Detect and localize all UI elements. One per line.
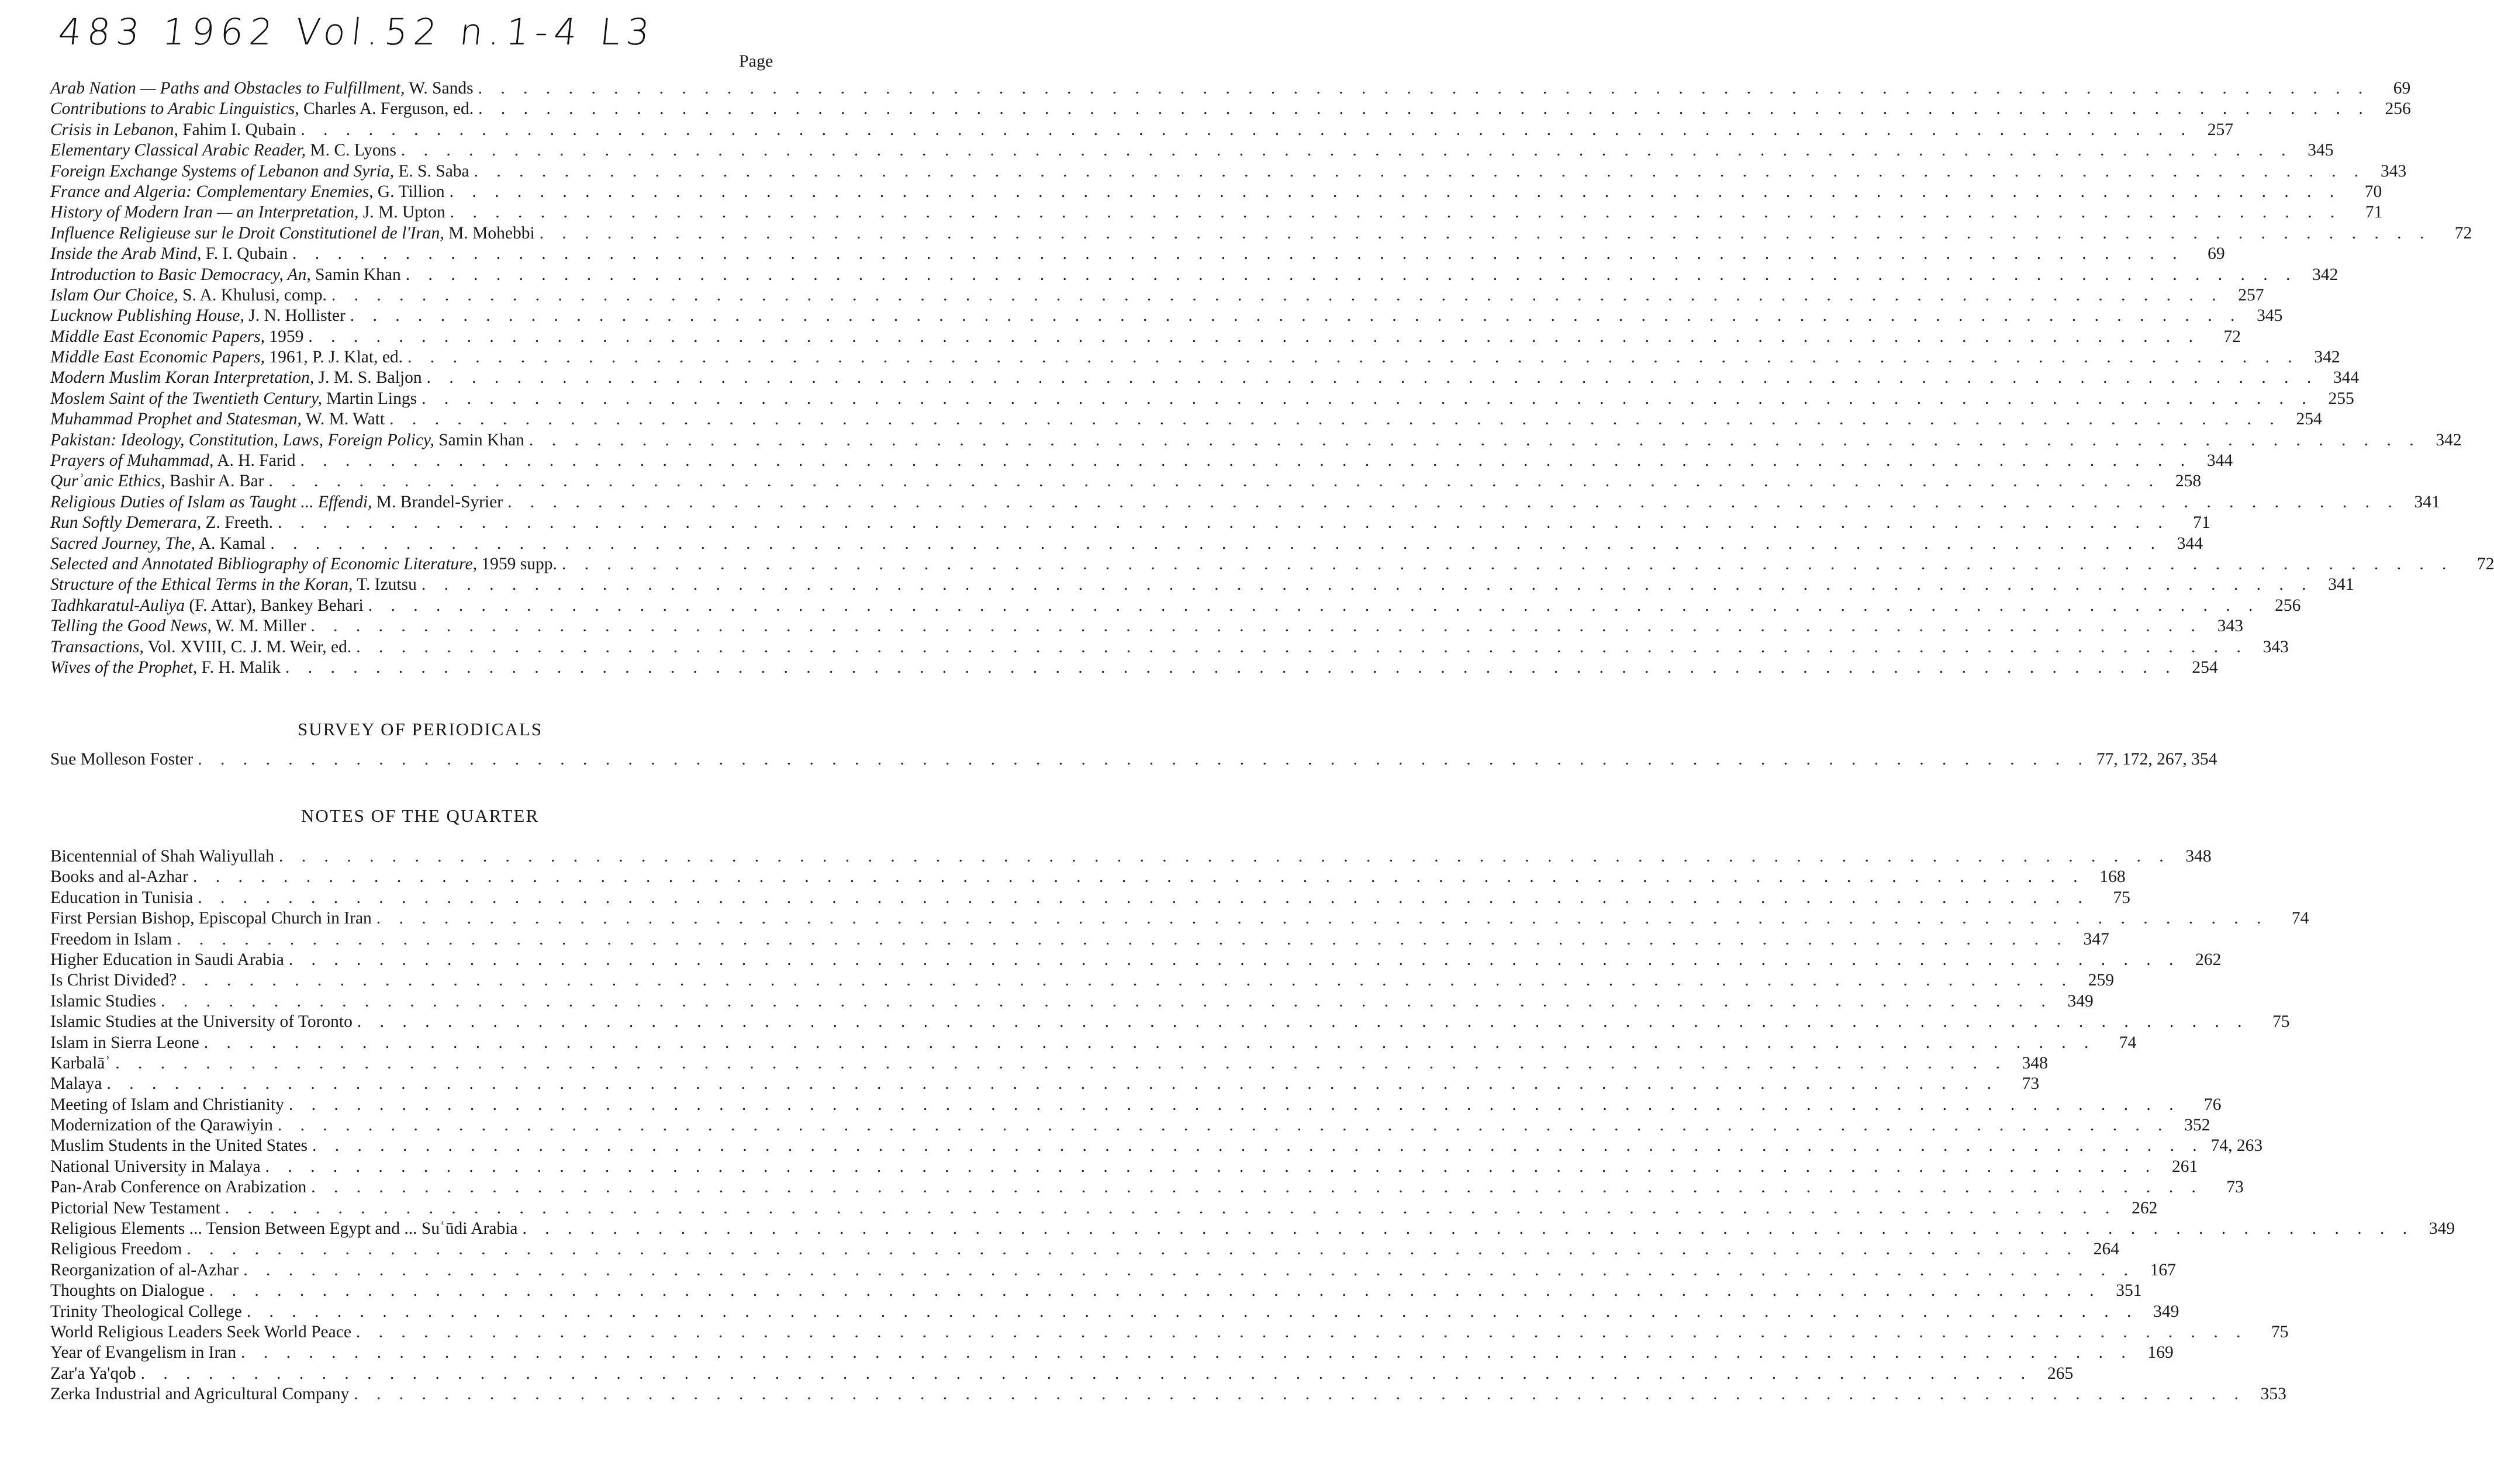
page-number: 72: [2454, 223, 2472, 243]
entry-text: World Religious Leaders Seek World Peace: [50, 1322, 351, 1341]
leader-dots: [351, 637, 2248, 658]
section-title-notes: NOTES OF THE QUARTER: [301, 805, 539, 826]
list-item: [50, 389, 2354, 409]
book-author: Charles A. Ferguson, ed.: [303, 99, 474, 119]
page-number: 72: [2476, 554, 2494, 573]
entry-text: Zerka Industrial and Agricultural Company: [50, 1385, 350, 1404]
page-number: 351: [2116, 1281, 2142, 1300]
leader-dots: [306, 616, 2202, 637]
leader-dots: [110, 1053, 2007, 1074]
page-number: 344: [2333, 368, 2360, 388]
book-title: Tadhkaratul-Auliya: [50, 596, 185, 615]
leader-dots: [156, 991, 2053, 1012]
list-item: [50, 1322, 2289, 1343]
list-item: [50, 867, 2126, 887]
page-number: 75: [2272, 1012, 2290, 1032]
page-number: 73: [2022, 1074, 2040, 1094]
book-author: J. M. S. Baljon: [318, 368, 422, 388]
leader-dots: [308, 1136, 2204, 1156]
page-number: 257: [2238, 285, 2264, 305]
book-title: Qurʾanic Ethics,: [50, 472, 165, 491]
book-title: France and Algeria: Complementary Enemies,: [50, 182, 374, 201]
leader-dots: [469, 161, 2366, 182]
page-number: 343: [2262, 637, 2289, 656]
list-item: [50, 1012, 2290, 1032]
book-title: Muhammad Prophet and Statesman,: [50, 410, 302, 429]
book-author: Vol. XVIII, C. J. M. Weir, ed.: [147, 637, 352, 656]
list-item: [50, 1115, 2210, 1136]
book-author: M. Mohebbi: [448, 223, 535, 243]
list-item: [50, 347, 2340, 368]
page-number: 349: [2429, 1219, 2455, 1239]
page-number: 344: [2177, 534, 2203, 553]
book-title: Structure of the Ethical Terms in the Koran,: [50, 575, 353, 594]
book-title: Modern Muslim Koran Interpretation,: [50, 368, 315, 388]
book-author: 1961, P. J. Klat, ed.: [269, 348, 403, 367]
page-number: 341: [2328, 575, 2354, 594]
list-item: [50, 513, 2210, 533]
book-author: Bashir A. Bar: [170, 472, 264, 491]
page-number: 348: [2185, 847, 2212, 866]
list-item: [50, 575, 2354, 595]
list-item: [50, 265, 2338, 285]
list-item: [50, 1364, 2074, 1384]
list-item: [50, 658, 2218, 678]
leader-dots: [236, 1343, 2133, 1363]
list-item: [50, 99, 2411, 119]
entry-text: Religious Freedom: [50, 1240, 182, 1259]
list-item: [50, 616, 2243, 637]
leader-dots: [199, 1033, 2096, 1053]
leader-dots: [535, 223, 2431, 244]
list-item: [50, 991, 2094, 1012]
book-title: Telling the Good News,: [50, 617, 212, 636]
survey-list: [50, 749, 2217, 770]
leader-dots: [474, 99, 2370, 119]
list-item: [50, 1033, 2137, 1053]
leader-dots: [422, 368, 2319, 388]
book-title: Foreign Exchange Systems of Lebanon and Syria,: [50, 161, 394, 181]
page-number: 349: [2067, 991, 2094, 1011]
book-title: Wives of the Prophet,: [50, 658, 198, 677]
leader-dots: [193, 749, 2089, 770]
page-number: 341: [2414, 492, 2440, 511]
page-number: 71: [2365, 203, 2383, 222]
page-number: 345: [2308, 141, 2334, 160]
page-number: 74: [2291, 909, 2309, 928]
leader-dots: [205, 1281, 2101, 1301]
page-number: 348: [2022, 1053, 2048, 1073]
page-number: 76: [2203, 1095, 2222, 1114]
book-title: Islam Our Choice,: [50, 285, 178, 305]
book-title: Inside the Arab Mind,: [50, 244, 202, 264]
page-number: 257: [2207, 120, 2234, 139]
handwritten-call-number: 483 1962 Vol.52 n.1-4 L3: [56, 11, 658, 53]
book-title: Transactions,: [50, 637, 144, 656]
list-item: [50, 451, 2233, 471]
list-item: [50, 182, 2382, 202]
leader-dots: [296, 120, 2192, 140]
entry-text: Karbalāʾ: [50, 1053, 111, 1073]
entry-text: First Persian Bishop, Episcopal Church in Iran: [50, 909, 372, 928]
leader-dots: [403, 347, 2299, 368]
list-item: [50, 846, 2212, 867]
page-number: 347: [2083, 929, 2109, 949]
book-author: G. Tillion: [377, 182, 445, 201]
page-number: 256: [2385, 99, 2411, 119]
page-number: 74: [2119, 1033, 2137, 1052]
page-number: 343: [2217, 617, 2243, 636]
page-number: 254: [2192, 658, 2218, 677]
entry-text: Pan-Arab Conference on Arabization: [50, 1178, 307, 1197]
leader-dots: [182, 1239, 2078, 1260]
entry-text: Education in Tunisia: [50, 888, 194, 907]
list-item: [50, 1157, 2198, 1177]
leader-dots: [188, 867, 2085, 887]
leader-dots: [296, 451, 2192, 471]
leader-dots: [396, 140, 2293, 161]
page-number: 69: [2393, 79, 2411, 98]
page-number: 74, 263: [2210, 1136, 2263, 1156]
book-author: Samin Khan: [315, 265, 401, 284]
entry-text: Is Christ Divided?: [50, 971, 177, 990]
list-item: [50, 285, 2264, 306]
list-item: [50, 430, 2462, 451]
list-item: [50, 471, 2202, 492]
book-author: A. Kamal: [198, 534, 266, 553]
book-author: (F. Attar), Bankey Behari: [189, 596, 364, 615]
list-item: [50, 327, 2241, 347]
book-title: History of Modern Iran — an Interpretation,: [50, 203, 359, 222]
list-item: [50, 202, 2383, 223]
book-title: Prayers of Muhammad,: [50, 451, 214, 471]
page-number: 75: [2271, 1322, 2289, 1341]
leader-dots: [417, 389, 2313, 409]
leader-dots: [503, 492, 2399, 513]
page-number: 75: [2113, 888, 2130, 907]
leader-dots: [239, 1260, 2135, 1281]
entry-text: Books and al-Azhar: [50, 867, 188, 887]
list-item: [50, 554, 2494, 575]
book-author: 1959 supp.: [481, 554, 557, 573]
leader-dots: [346, 306, 2242, 326]
list-item: [50, 1136, 2263, 1156]
page-number: 70: [2364, 182, 2382, 201]
list-item: [50, 161, 2407, 182]
list-item: [50, 120, 2234, 140]
leader-dots: [284, 950, 2181, 970]
page-number: 259: [2088, 971, 2114, 990]
book-review-list: [50, 78, 2494, 678]
list-item: [50, 888, 2130, 908]
leader-dots: [220, 1198, 2117, 1219]
list-item: [50, 929, 2109, 950]
page-number: 255: [2328, 389, 2354, 408]
list-item: [50, 970, 2114, 991]
leader-dots: [351, 1322, 2248, 1343]
book-title: Elementary Classical Arabic Reader,: [50, 141, 306, 160]
list-item: [50, 1239, 2119, 1260]
leader-dots: [177, 970, 2073, 991]
page-number: 72: [2223, 327, 2241, 346]
page-number: 77, 172, 267, 354: [2096, 750, 2217, 769]
entry-text: Bicentennial of Shah Waliyullah: [50, 847, 274, 866]
leader-dots: [193, 888, 2089, 908]
page-number: 265: [2047, 1364, 2074, 1383]
entry-text: Modernization of the Qarawiyin: [50, 1116, 273, 1135]
list-item: [50, 1177, 2244, 1198]
book-title: Contributions to Arabic Linguistics,: [50, 99, 299, 119]
book-author: T. Izutsu: [357, 575, 417, 594]
page-number: 345: [2257, 306, 2283, 326]
leader-dots: [327, 285, 2223, 306]
leader-dots: [474, 78, 2370, 99]
page-number: 343: [2381, 161, 2407, 181]
leader-dots: [284, 1095, 2181, 1115]
list-item: [50, 1053, 2048, 1074]
leader-dots: [273, 513, 2170, 533]
page-number: 169: [2147, 1343, 2174, 1362]
list-item: [50, 1219, 2455, 1239]
leader-dots: [306, 1177, 2203, 1198]
book-title: Middle East Economic Papers,: [50, 348, 265, 367]
entry-text: Year of Evangelism in Iran: [50, 1343, 237, 1362]
entry-text: Freedom in Islam: [50, 929, 172, 949]
book-title: Introduction to Basic Democracy, An,: [50, 265, 311, 284]
book-title: Crisis in Lebanon,: [50, 120, 178, 139]
page-number: 342: [2436, 430, 2462, 449]
list-item: [50, 1198, 2158, 1219]
book-author: 1959: [269, 327, 304, 346]
book-title: Moslem Saint of the Twentieth Century,: [50, 389, 322, 408]
book-author: Z. Freeth.: [205, 513, 273, 532]
book-author: Martin Lings: [326, 389, 417, 408]
book-title: Arab Nation — Paths and Obstacles to Fulfillment,: [50, 79, 405, 98]
entry-text: Malaya: [50, 1074, 102, 1094]
list-item: [50, 908, 2309, 929]
leader-dots: [557, 554, 2454, 575]
book-author: W. Sands: [409, 79, 474, 98]
leader-dots: [372, 908, 2268, 929]
notes-list: [50, 846, 2455, 1405]
book-title: Influence Religieuse sur le Droit Constitutionel de l'Iran,: [50, 223, 444, 243]
entry-text: Trinity Theological College: [50, 1302, 242, 1321]
page-number: 352: [2184, 1116, 2210, 1135]
list-item: [50, 306, 2283, 326]
leader-dots: [445, 202, 2342, 223]
list-item: [50, 1384, 2286, 1405]
book-author: F. H. Malik: [201, 658, 281, 677]
list-item: [50, 1074, 2040, 1094]
leader-dots: [364, 596, 2260, 616]
leader-dots: [303, 327, 2200, 347]
leader-dots: [281, 658, 2177, 678]
leader-dots: [353, 1012, 2249, 1032]
list-item: [50, 223, 2472, 244]
book-title: Religious Duties of Islam as Taught ... Effendi,: [50, 492, 372, 511]
list-item: [50, 637, 2289, 658]
entry-text: Islam in Sierra Leone: [50, 1033, 199, 1052]
list-item: [50, 1302, 2179, 1322]
leader-dots: [274, 846, 2171, 867]
page-number: 254: [2296, 410, 2322, 429]
list-item: [50, 534, 2203, 554]
page-number: 258: [2175, 472, 2202, 491]
book-author: E. S. Saba: [398, 161, 469, 181]
leader-dots: [401, 265, 2298, 285]
list-item: [50, 1260, 2176, 1281]
leader-dots: [273, 1115, 2170, 1136]
leader-dots: [349, 1384, 2246, 1405]
book-author: S. A. Khulusi, comp.: [182, 285, 327, 305]
page-number: 262: [2195, 950, 2222, 969]
leader-dots: [172, 929, 2068, 950]
leader-dots: [288, 244, 2184, 264]
leader-dots: [417, 575, 2313, 595]
entry-text: Islamic Studies at the University of Toronto: [50, 1012, 353, 1032]
leader-dots: [136, 1364, 2033, 1384]
leader-dots: [261, 1157, 2157, 1177]
book-author: J. N. Hollister: [248, 306, 346, 326]
list-item: [50, 140, 2334, 161]
entry-text: National University in Malaya: [50, 1157, 261, 1176]
leader-dots: [102, 1074, 1998, 1094]
page-number: 353: [2260, 1385, 2286, 1404]
book-author: Samin Khan: [438, 430, 524, 449]
list-item: [50, 1343, 2174, 1363]
page-number: 342: [2314, 348, 2340, 367]
book-title: Lucknow Publishing House,: [50, 306, 244, 326]
page-number: 264: [2093, 1240, 2119, 1259]
entry-text: Religious Elements ... Tension Between Egypt and ... Suʿūdi Arabia: [50, 1219, 518, 1239]
book-author: Fahim I. Qubain: [182, 120, 296, 139]
entry-text: Thoughts on Dialogue: [50, 1281, 205, 1300]
entry-text: Reorganization of al-Azhar: [50, 1260, 239, 1279]
page-number: 168: [2099, 867, 2126, 887]
page-number: 167: [2150, 1260, 2176, 1279]
list-item: [50, 368, 2360, 388]
book-title: Middle East Economic Papers,: [50, 327, 265, 346]
book-title: Pakistan: Ideology, Constitution, Laws, Foreign Policy,: [50, 430, 434, 449]
page-number: 69: [2208, 244, 2225, 264]
book-title: Sacred Journey, The,: [50, 534, 195, 553]
book-author: J. M. Upton: [362, 203, 445, 222]
book-title: Run Softly Demerara,: [50, 513, 202, 532]
page-number: 342: [2312, 265, 2338, 284]
list-item: [50, 1281, 2142, 1301]
book-author: M. C. Lyons: [310, 141, 396, 160]
list-item: [50, 244, 2225, 264]
leader-dots: [445, 182, 2341, 202]
entry-text: Pictorial New Testament: [50, 1198, 220, 1217]
leader-dots: [518, 1219, 2414, 1239]
entry-text: Muslim Students in the United States: [50, 1136, 308, 1156]
leader-dots: [242, 1302, 2139, 1322]
page-number: 73: [2226, 1178, 2244, 1197]
section-title-survey: SURVEY OF PERIODICALS: [297, 719, 543, 739]
page-column-header: Page: [739, 51, 773, 71]
page-number: 344: [2206, 451, 2233, 471]
list-item: [50, 1095, 2222, 1115]
entry-text: Sue Molleson Foster: [50, 750, 194, 769]
leader-dots: [524, 430, 2421, 451]
list-item: [50, 492, 2440, 513]
book-author: A. H. Farid: [217, 451, 296, 471]
book-title: Selected and Annotated Bibliography of Economic Literature,: [50, 554, 477, 573]
list-item: [50, 409, 2322, 430]
entry-text: Higher Education in Saudi Arabia: [50, 950, 284, 969]
page-number: 261: [2172, 1157, 2198, 1176]
entry-text: Meeting of Islam and Christianity: [50, 1095, 284, 1114]
leader-dots: [265, 534, 2162, 554]
leader-dots: [385, 409, 2281, 430]
entry-text: Islamic Studies: [50, 991, 157, 1011]
leader-dots: [264, 471, 2160, 492]
book-author: W. M. Watt: [305, 410, 385, 429]
entry-text: Zar'a Ya'qob: [50, 1364, 136, 1383]
page-number: 256: [2275, 596, 2301, 615]
page-number: 349: [2153, 1302, 2179, 1321]
list-item: [50, 78, 2411, 99]
list-item: [50, 950, 2222, 970]
book-author: F. I. Qubain: [205, 244, 288, 264]
list-item: [50, 596, 2301, 616]
book-author: W. M. Miller: [215, 617, 306, 636]
page-number: 262: [2132, 1198, 2158, 1217]
page-number: 71: [2193, 513, 2210, 532]
book-author: M. Brandel-Syrier: [376, 492, 503, 511]
list-item: [50, 749, 2217, 770]
